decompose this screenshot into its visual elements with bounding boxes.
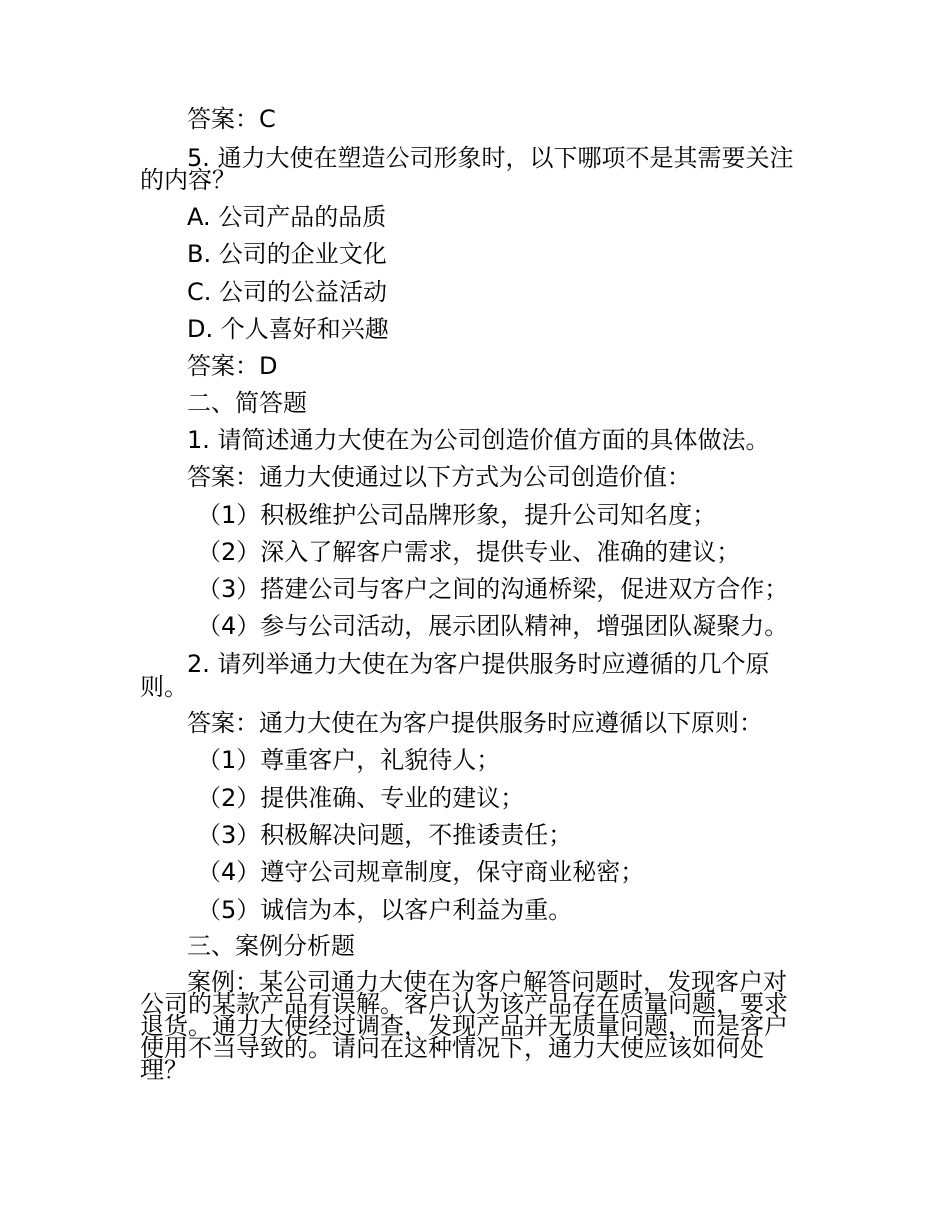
short-q1-point-3: （3）搭建公司与客户之间的沟通桥梁，促进双方合作； xyxy=(197,575,789,603)
case-line2: 公司的某款产品有误解。客户认为该产品存在质量问题，要求 xyxy=(140,990,788,1018)
q5-option-c: C. 公司的公益活动 xyxy=(187,278,388,306)
short-q2-point-3: （3）积极解决问题，不推诿责任； xyxy=(197,821,573,849)
q5-answer: 答案：D xyxy=(187,352,278,380)
q5-option-a: A. 公司产品的品质 xyxy=(187,203,387,231)
short-q2-line2: 则。 xyxy=(140,673,188,701)
q5-question-line2: 的内容？ xyxy=(140,166,236,194)
short-q2-point-2: （2）提供准确、专业的建议； xyxy=(197,784,525,812)
short-q1-point-4: （4）参与公司活动，展示团队精神，增强团队凝聚力。 xyxy=(197,612,789,640)
short-q2-point-4: （4）遵守公司规章制度，保守商业秘密； xyxy=(197,858,645,886)
short-q1: 1. 请简述通力大使在为公司创造价值方面的具体做法。 xyxy=(187,426,770,454)
q4-answer: 答案：C xyxy=(187,105,276,133)
case-line1: 案例：某公司通力大使在为客户解答问题时，发现客户对 xyxy=(187,968,787,996)
case-line3: 退货。通力大使经过调查，发现产品并无质量问题，而是客户 xyxy=(140,1012,788,1040)
q5-option-b: B. 公司的企业文化 xyxy=(187,240,387,268)
case-line5: 理？ xyxy=(140,1056,188,1084)
section-3-title: 三、案例分析题 xyxy=(187,932,355,960)
short-q1-answer: 答案：通力大使通过以下方式为公司创造价值： xyxy=(187,463,691,491)
short-q1-point-2: （2）深入了解客户需求，提供专业、准确的建议； xyxy=(197,538,741,566)
short-q2-line1: 2. 请列举通力大使在为客户提供服务时应遵循的几个原 xyxy=(187,650,770,678)
short-q2-answer: 答案：通力大使在为客户提供服务时应遵循以下原则： xyxy=(187,709,763,737)
short-q1-point-1: （1）积极维护公司品牌形象，提升公司知名度； xyxy=(197,501,717,529)
q5-question-line1: 5. 通力大使在塑造公司形象时，以下哪项不是其需要关注 xyxy=(187,144,794,172)
short-q2-point-1: （1）尊重客户，礼貌待人； xyxy=(197,746,501,774)
section-2-title: 二、简答题 xyxy=(187,389,307,417)
short-q2-point-5: （5）诚信为本，以客户利益为重。 xyxy=(197,896,573,924)
case-line4: 使用不当导致的。请问在这种情况下，通力大使应该如何处 xyxy=(140,1034,764,1062)
q5-option-d: D. 个人喜好和兴趣 xyxy=(187,315,389,343)
